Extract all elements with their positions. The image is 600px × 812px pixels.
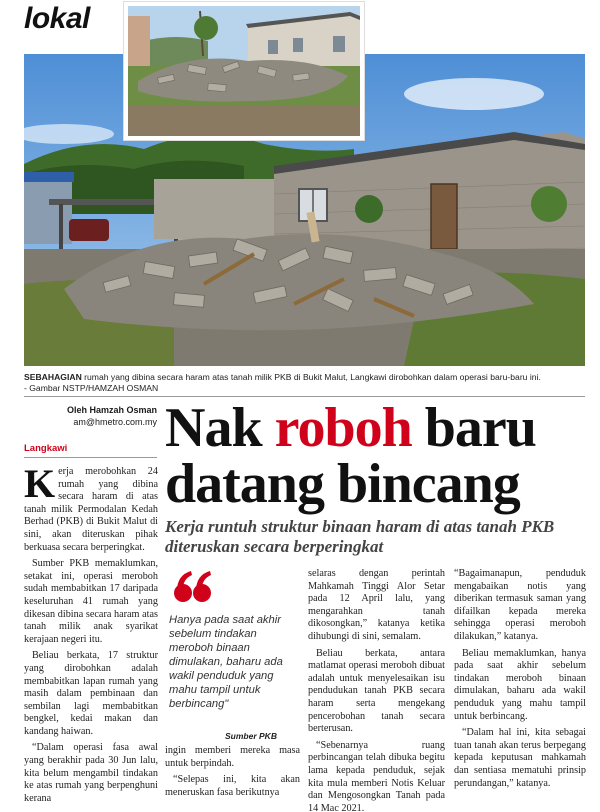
body-paragraph: Beliau memaklumkan, hanya pada saat akhir sebelum tindakan meroboh binaan dimulakan, baharu ada wakil penduduk yang mahu tampil untuk berbincang. [454, 647, 586, 722]
body-column-1 [24, 461, 158, 809]
body-paragraph: Kerja merobohkan 24 rumah yang dibina secara haram di atas tanah milik Permodalan Kedah Berhad (PKB) di Bukit Malut di sini, akan diteruskan pihak berkuasa secara berperingkat. [24, 461, 158, 553]
body-paragraph: “Sebenarnya ruang perbincangan telah dibuka begitu lama kepada penduduk, sejak kita mula memberi Notis Keluar dan Mengosongkan Tanah pada 14 Mac 2021. [308, 739, 445, 812]
dateline-location: Langkawi [24, 443, 68, 454]
body-column-2 [165, 745, 300, 803]
byline-email[interactable]: am@hmetro.com.my [73, 417, 157, 427]
body-paragraph: selaras dengan perintah Mahkamah Tinggi Alor Setar pada 12 April lalu, yang mengarahkan tanah dikosongkan,” katanya ketika dihubungi di sini, semalam. [308, 568, 445, 642]
body-paragraph: “Dalam hal ini, kita sebagai tuan tanah akan terus berpegang kepada keputusan mahkamah dan sentiasa mematuhi prinsip perundangan,” katanya. [454, 727, 586, 789]
body-column-3 [308, 568, 445, 812]
drop-cap: K [24, 461, 56, 506]
byline-author: Oleh Hamzah Osman [66, 405, 157, 415]
headline [165, 397, 595, 515]
photo-caption [24, 372, 585, 394]
headline-part2: baru datang bincang [165, 397, 536, 515]
body-paragraph: “Selepas ini, kita akan meneruskan fasa berikutnya [165, 774, 300, 798]
headline-highlight: roboh [274, 397, 412, 459]
inset-photo-rubble [124, 2, 364, 140]
body-paragraph: ingin memberi mereka masa untuk berpindah. [165, 745, 300, 769]
body-paragraph: “Bagaimanapun, penduduk mengabaikan notis yang diberikan termasuk saman yang difailkan kepada mereka sehingga operasi meroboh dilakukan,” katanya. [454, 568, 586, 642]
caption-lead: SEBAHAGIAN [24, 372, 82, 382]
body-paragraph: “Dalam operasi fasa awal yang berakhir pada 30 Jun lalu, kita belum mengambil tindakan ke atas rumah yang berpenghuni kerana [24, 742, 158, 804]
section-tag: lokal [24, 2, 90, 35]
pull-quote-source: Sumber PKB [225, 731, 277, 741]
body-column-4 [454, 568, 586, 794]
quote-icon [173, 567, 213, 605]
body-paragraph: Beliau berkata, antara matlamat operasi meroboh dibuat adalah untuk menyelesaikan isu pendudukan tanah PKB secara haram serta mengekang pencerobohan tanah secara berterusan. [308, 647, 445, 735]
body-paragraph: Beliau berkata, 17 struktur yang dirobohkan adalah membabitkan lapan rumah yang masih dalam pembinaan dan sembilan lagi membabitkan bengkel, kedai makan dan kandang haiwan. [24, 650, 158, 737]
pull-quote-text: Hanya pada saat akhir sebelum tindakan meroboh binaan dimulakan, baharu ada wakil penduduk yang mahu tampil untuk berbincang" [169, 614, 283, 710]
headline-part1: Nak [165, 397, 275, 459]
body-paragraph: Sumber PKB memaklumkan, setakat ini, operasi meroboh sudah membabitkan 17 daripada keseluruhan 41 rumah yang dikesan dibina secara haram atas tanah milik anak syarikat kerajaan negeri itu. [24, 558, 158, 645]
location-divider [24, 457, 157, 458]
caption-credit: - Gambar NSTP/HAMZAH OSMAN [24, 383, 159, 393]
subheadline: Kerja runtuh struktur binaan haram di atas tanah PKB diteruskan secara berperingkat [165, 517, 555, 556]
caption-text: rumah yang dibina secara haram atas tanah milik PKB di Bukit Malut, Langkawi dirobohkan dalam operasi baru-baru ini. [81, 372, 541, 382]
pull-quote [165, 565, 301, 743]
byline [24, 404, 157, 428]
